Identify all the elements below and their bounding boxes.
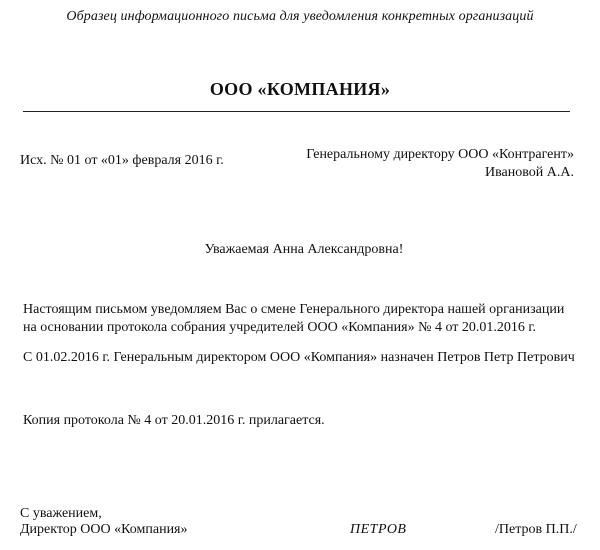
closing-phrase: С уважением, (20, 506, 102, 521)
signature-row (20, 522, 590, 542)
addressee-name: Ивановой А.А. (485, 165, 574, 180)
addressee-block (306, 146, 574, 182)
company-name: ООО «КОМПАНИЯ» (209, 79, 391, 99)
body-paragraph-notice: Настоящим письмом уведомляем Вас о смене Генерального директора нашей организации на основании протокола собрания учредителей ООО «Компания» № 4 от 20.01.2016 г. (23, 302, 565, 335)
signature: ПЕТРОВ (350, 522, 407, 537)
addressee-title: Генеральному директору ООО «Контрагент» (306, 147, 574, 162)
signatory-position: Директор ООО «Компания» (20, 522, 188, 537)
sample-caption: Образец информационного письма для уведомления конкретных организаций (66, 9, 534, 24)
header-divider (23, 111, 570, 112)
outgoing-reference: Исх. № 01 от «01» февраля 2016 г. (20, 153, 224, 168)
signatory-name: /Петров П.П./ (495, 522, 577, 537)
greeting: Уважаемая Анна Александровна! (204, 242, 404, 257)
body-paragraph-appointment: С 01.02.2016 г. Генеральным директором ООО «Компания» назначен Петров Петр Петрович (23, 350, 575, 365)
body-paragraph-attachment: Копия протокола № 4 от 20.01.2016 г. прилагается. (23, 413, 325, 428)
